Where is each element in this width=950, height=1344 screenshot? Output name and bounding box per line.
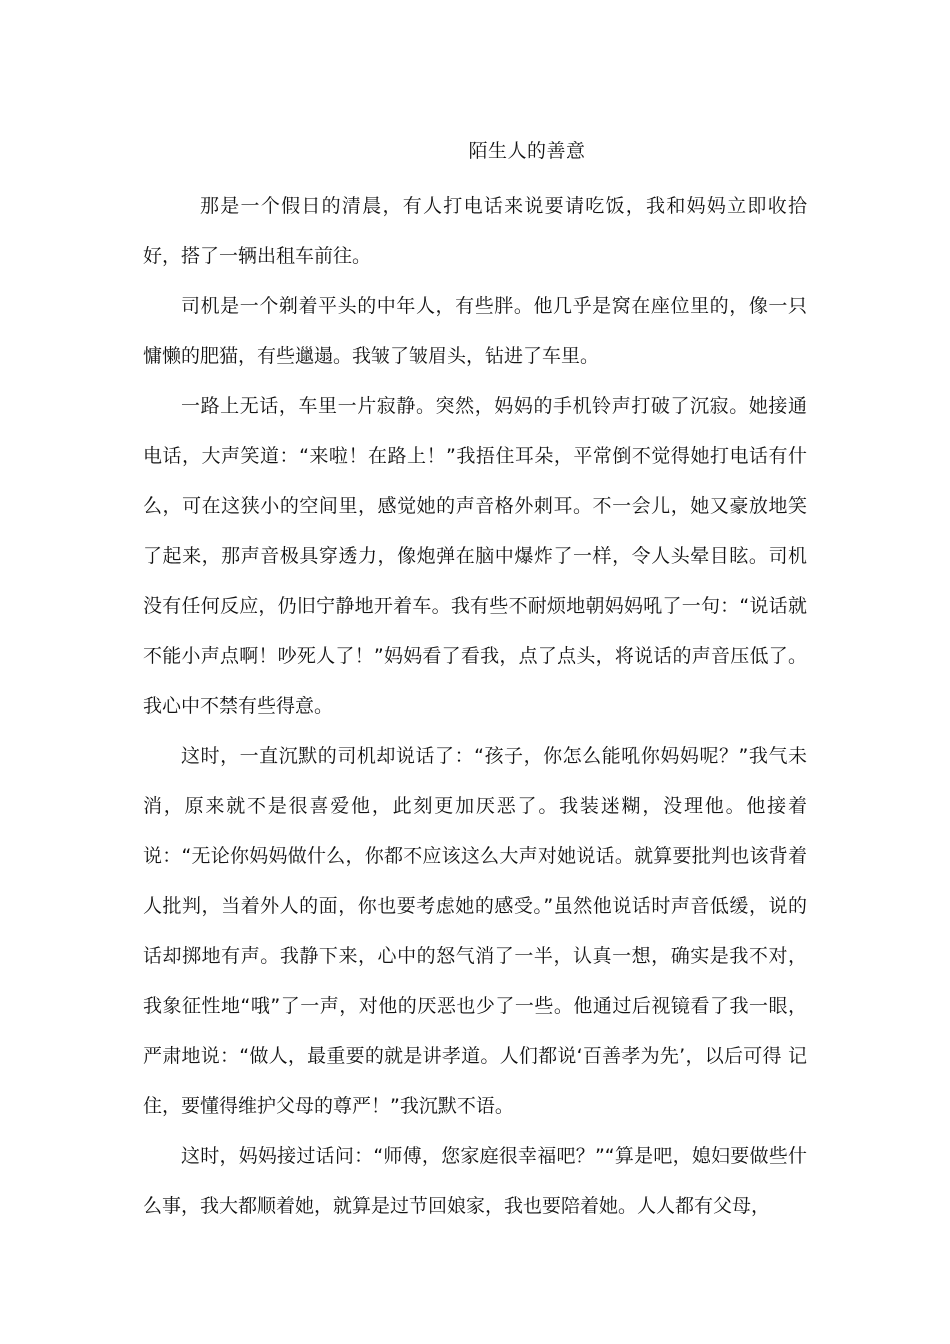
paragraph-1: 那是一个假日的清晨，有人打电话来说要请吃饭，我和妈妈立即收拾好，搭了一辆出租车前往。 <box>143 195 807 267</box>
paragraph-4: 这时，一直沉默的司机却说话了：“孩子，你怎么能吼你妈妈呢？”我气未消，原来就不是很喜爱他，此刻更加厌恶了。我装迷糊，没理他。他接着说：“无论你妈妈做什么，你都不应该这么大声对她说话。就算要批判也该背着人批判，当着外人的面，你也要考虑她的感受。”虽然他说话时声音低缓，说的话却掷地有声。我静下来，心中的怒气消了一半，认真一想，确实是我不对，我象征性地“哦”了一声，对他的厌恶也少了一些。他通过后视镜看了我一眼，严肃地说：“做人，最重要的就是讲孝道。人们都说‘百善孝为先’，以后可得 记住，要懂得维护父母的尊严！”我沉默不语。 <box>143 745 807 1117</box>
paragraph-3: 一路上无话，车里一片寂静。突然，妈妈的手机铃声打破了沉寂。她接通电话，大声笑道：“来啦！在路上！”我捂住耳朵，平常倒不觉得她打电话有什么，可在这狭小的空间里，感觉她的声音格外刺耳。不一会儿，她又豪放地笑了起来，那声音极具穿透力，像炮弹在脑中爆炸了一样，令人头晕目眩。司机没有任何反应，仍旧宁静地开着车。我有些不耐烦地朝妈妈吼了一句：“说话就不能小声点啊！吵死人了！”妈妈看了看我，点了点头，将说话的声音压低了。我心中不禁有些得意。 <box>143 395 807 717</box>
document-body <box>143 181 807 1231</box>
paragraph-2: 司机是一个剃着平头的中年人，有些胖。他几乎是窝在座位里的，像一只慵懒的肥猫，有些邋遢。我皱了皱眉头，钻进了车里。 <box>143 295 807 367</box>
paragraph-5: 这时，妈妈接过话问：“师傅，您家庭很幸福吧？”“算是吧，媳妇要做些什么事，我大都顺着她，就算是过节回娘家，我也要陪着她。人人都有父母， <box>143 1145 807 1217</box>
document-title: 陌生人的善意 <box>468 140 586 162</box>
